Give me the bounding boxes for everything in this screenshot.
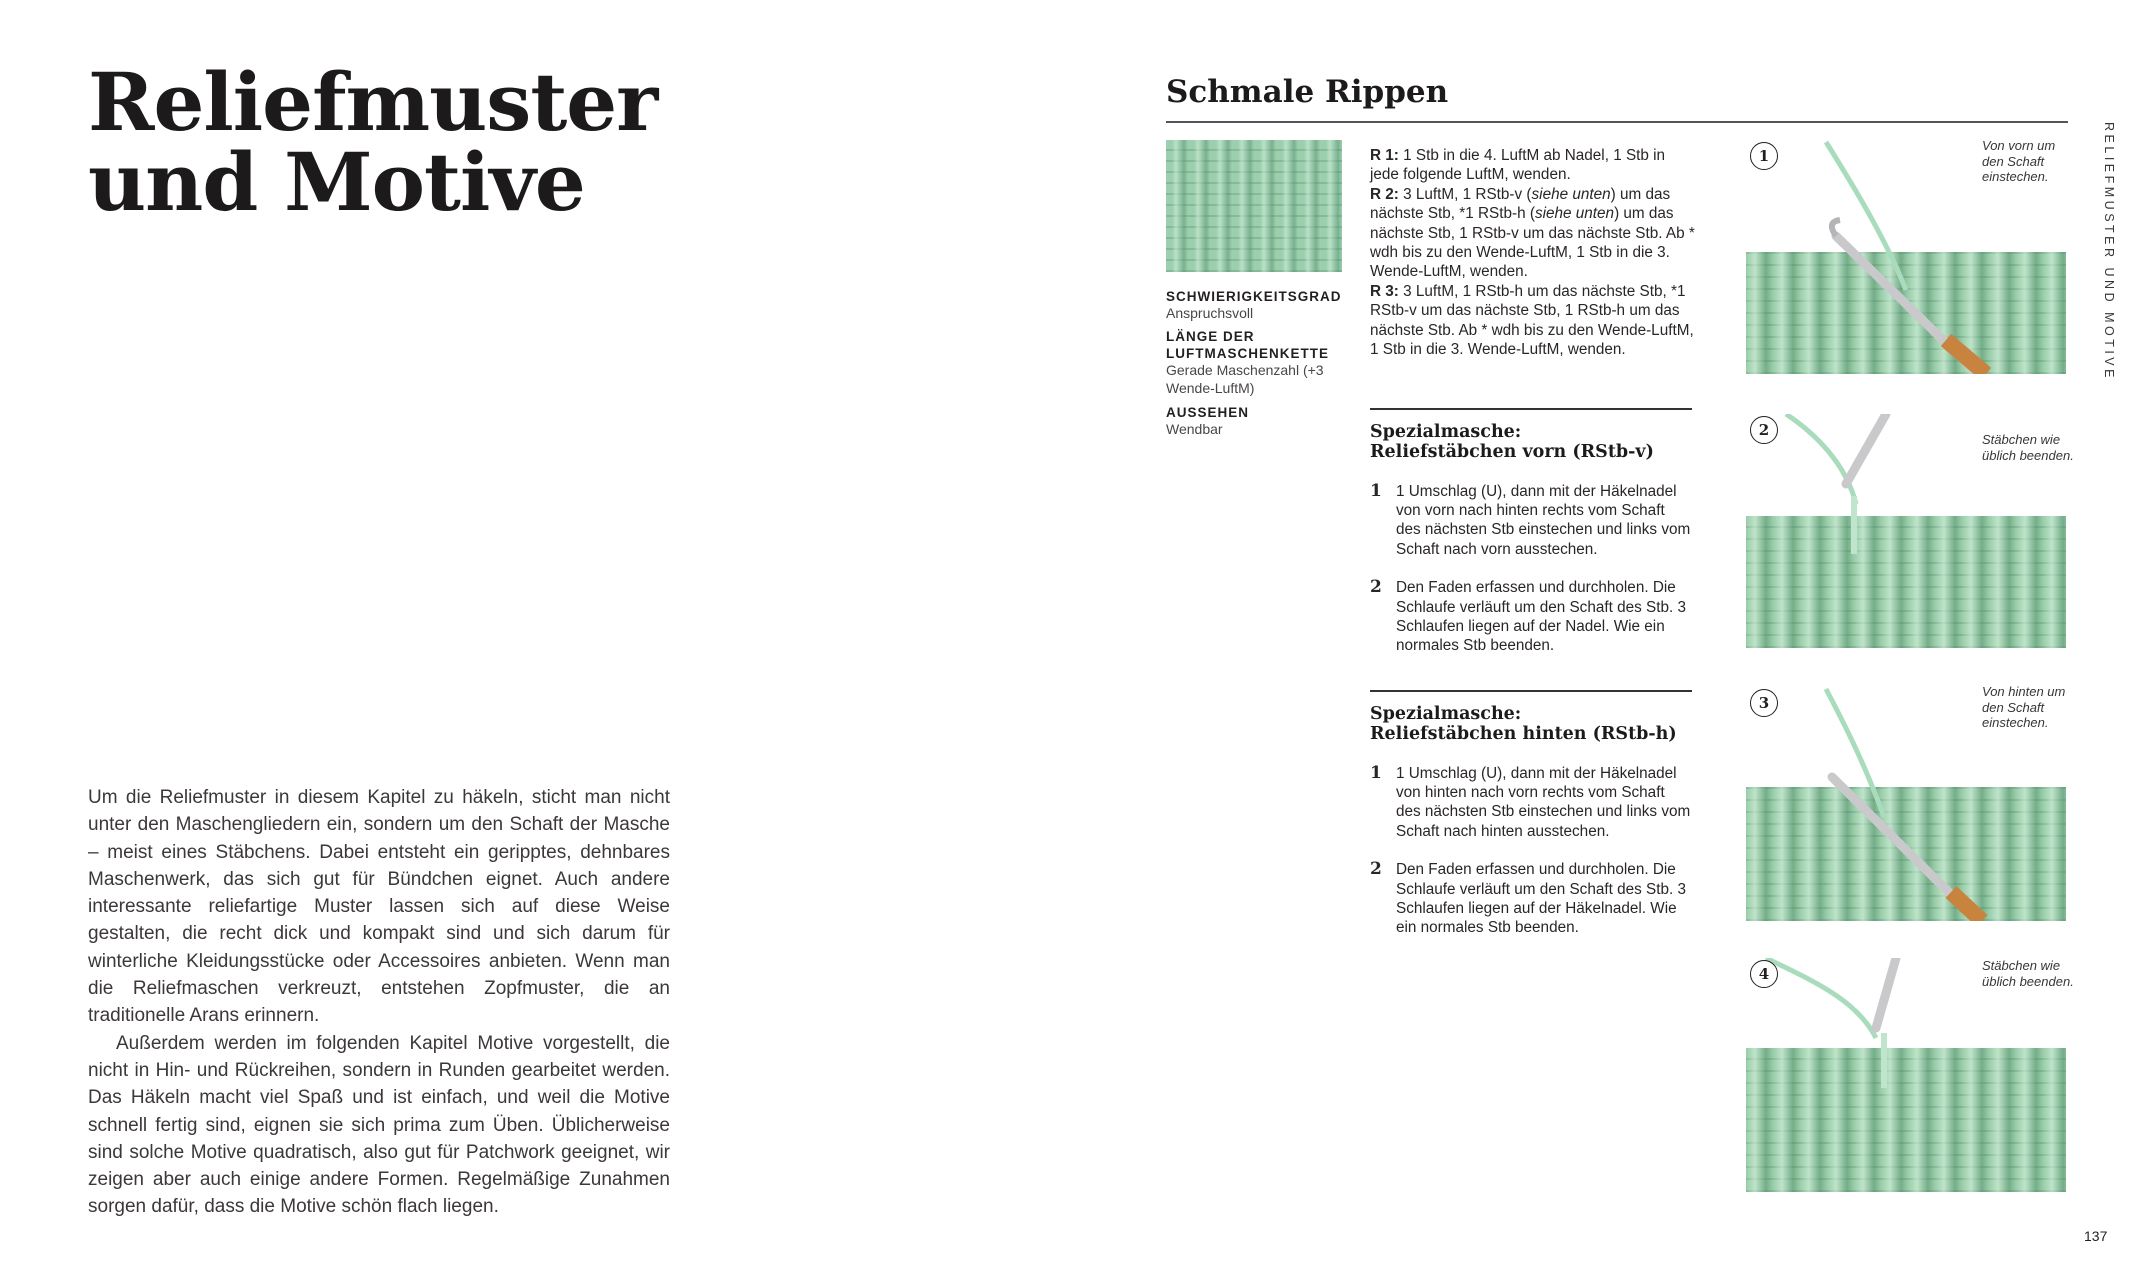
row-text-italic: siehe unten	[1534, 205, 1615, 223]
step-text: Den Faden erfassen und durchholen. Die Schlaufe verläuft um den Schaft des Stb. 3 Schlaufen liegen auf der Nadel. Wie ein normales Stb beenden.	[1396, 579, 1686, 655]
title-rule	[1166, 121, 2068, 123]
chapter-title-line-1: Reliefmuster	[88, 55, 658, 149]
row-text: ) um das nächste Stb, *1 RStb-h (	[1370, 185, 1671, 223]
step-1	[1370, 482, 1692, 560]
row-2	[1370, 185, 1696, 282]
step-number-badge: 1	[1750, 142, 1778, 170]
swatch-photo	[1166, 140, 1342, 272]
photo-caption-3: Von hinten um den Schaft einstechen.	[1982, 684, 2066, 731]
special-stitch-back	[1370, 690, 1692, 938]
row-text: ) um das nächste Stb, 1 RStb-v um das nächste Stb. Ab * wdh bis zu den Wende-LuftM, 1 Stb in die 3. Wende-LuftM, wenden.	[1370, 205, 1695, 281]
step-number: 1	[1370, 480, 1382, 501]
row-text: 3 LuftM, 1 RStb-v (	[1398, 185, 1532, 203]
meta-label: LÄNGE DER LUFTMASCHENKETTE	[1166, 329, 1329, 361]
section-rule	[1370, 408, 1692, 410]
step-number-badge: 3	[1750, 689, 1778, 717]
chapter-title	[88, 55, 788, 229]
step-1	[1370, 764, 1692, 842]
intro-text	[88, 784, 670, 1221]
step-number: 2	[1370, 859, 1382, 880]
row-label: R 3:	[1370, 282, 1399, 300]
heading-line-2: Reliefstäbchen vorn (RStb-v)	[1370, 441, 1654, 462]
meta-value: Wendbar	[1166, 421, 1223, 437]
row-1	[1370, 146, 1696, 185]
row-text-italic: siehe unten	[1531, 185, 1611, 203]
step-text: Den Faden erfassen und durchholen. Die Schlaufe verläuft um den Schaft des Stb. 3 Schlaufen liegen auf der Häkelnadel. Wie ein normales Stb beenden.	[1396, 861, 1686, 937]
special-stitch-heading	[1370, 704, 1692, 744]
row-text: 1 Stb in die 4. LuftM ab Nadel, 1 Stb in jede folgende LuftM, wenden.	[1370, 147, 1666, 184]
page-number: 137	[2084, 1228, 2108, 1244]
running-head	[2098, 122, 2122, 381]
photo-caption-2: Stäbchen wie üblich beenden.	[1982, 432, 2074, 463]
row-text: 3 LuftM, 1 RStb-h um das nächste Stb, *1 RStb-v um das nächste Stb, 1 RStb-h um das nächste Stb. Ab * wdh bis zu den Wende-LuftM, 1 Stb in die 3. Wende-LuftM, wenden.	[1370, 282, 1694, 359]
meta-value: Anspruchsvoll	[1166, 305, 1254, 321]
meta-appearance	[1166, 404, 1346, 439]
hook-icon	[1746, 958, 2066, 1192]
step-2	[1370, 860, 1692, 938]
section-rule	[1370, 690, 1692, 692]
step-text: 1 Umschlag (U), dann mit der Häkelnadel von hinten nach vorn rechts vom Schaft des nächsten Stb einstechen und links vom Schaft nach hinten ausstechen.	[1396, 764, 1691, 840]
heading-line-2: Reliefstäbchen hinten (RStb-h)	[1370, 723, 1677, 744]
heading-line-1: Spezialmasche:	[1370, 703, 1522, 724]
section-title: Schmale Rippen	[1166, 74, 1449, 110]
meta-value: Gerade Maschenzahl (+3 Wende-LuftM)	[1166, 362, 1324, 396]
step-number: 2	[1370, 577, 1382, 598]
step-number-badge: 2	[1750, 416, 1778, 444]
running-head-text: RELIEFMUSTER UND MOTIVE	[2102, 122, 2116, 381]
meta-chain-length	[1166, 328, 1346, 397]
step-2	[1370, 578, 1692, 656]
intro-paragraph-1: Um die Reliefmuster in diesem Kapitel zu häkeln, sticht man nicht unter den Maschengliedern ein, sondern um den Schaft der Masche – meist eines Stäbchens. Dabei entsteht ein geripptes, dehnbares Maschenwerk, das sich gut für Bündchen eignet. Auch andere interessante reliefartige Muster lassen sich auf diese Weise gestalten, die recht dick und kompakt sind und sich darum für winterliche Kleidungsstücke oder Accessoires anbieten. Wenn man die Reliefmaschen verkreuzt, entstehen Zopfmuster, die an traditionelle Arans erinnern.	[88, 787, 670, 1027]
row-3	[1370, 282, 1696, 360]
row-instructions	[1370, 146, 1696, 359]
step-number: 1	[1370, 762, 1382, 783]
row-label: R 1:	[1370, 147, 1399, 164]
meta-label: AUSSEHEN	[1166, 405, 1250, 420]
step-number-badge: 4	[1750, 960, 1778, 988]
meta-label: SCHWIERIGKEITSGRAD	[1166, 289, 1342, 304]
photo-caption-1: Von vorn um den Schaft einstechen.	[1982, 138, 2056, 185]
intro-paragraph-2: Außerdem werden im folgenden Kapitel Motive vorgestellt, die nicht in Hin- und Rückreihen, sondern in Runden gearbeitet werden. Das Häkeln macht viel Spaß und ist einfach, und weil die Motive schnell fertig sind, eignen sie sich prima zum Üben. Üblicherweise sind solche Motive quadratisch, also gut für Patchwork geeignet, wir zeigen aber auch einige andere Formen. Regelmäßige Zunahmen sorgen dafür, dass die Motive schön flach liegen.	[88, 1032, 670, 1218]
chapter-title-line-2: und Motive	[88, 135, 585, 229]
special-stitch-heading	[1370, 422, 1692, 462]
heading-line-1: Spezialmasche:	[1370, 421, 1522, 442]
step-photo-4	[1746, 958, 2066, 1192]
photo-caption-4: Stäbchen wie üblich beenden.	[1982, 958, 2074, 989]
meta-difficulty	[1166, 288, 1346, 323]
step-text: 1 Umschlag (U), dann mit der Häkelnadel von vorn nach hinten rechts vom Schaft des nächsten Stb einstechen und links vom Schaft nach vorn ausstechen.	[1396, 482, 1691, 558]
row-label: R 2:	[1370, 185, 1399, 203]
special-stitch-front	[1370, 408, 1692, 656]
